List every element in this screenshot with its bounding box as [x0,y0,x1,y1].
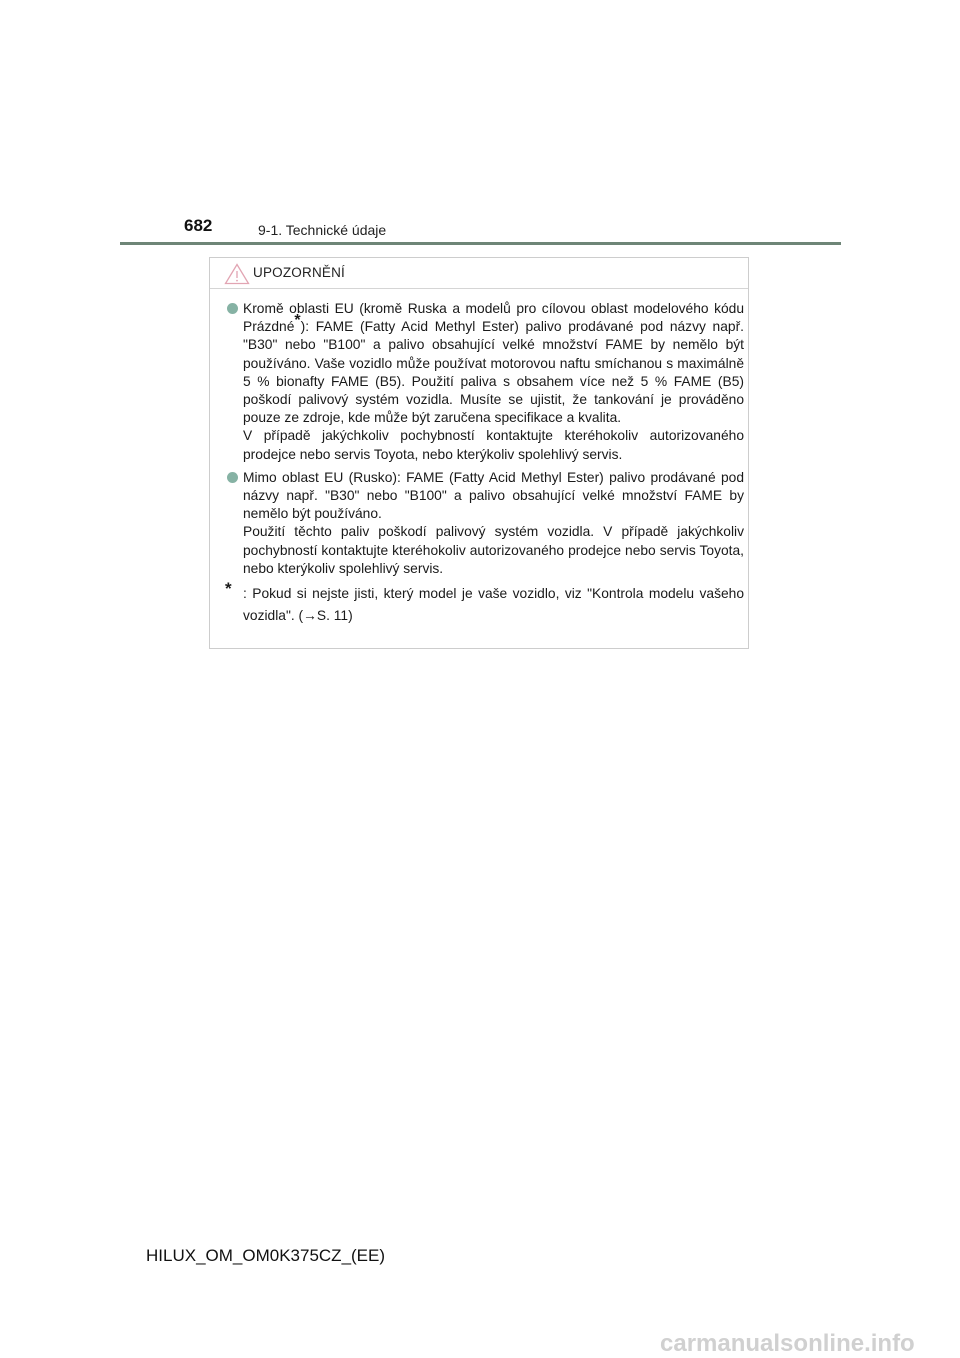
bullet-paragraph: Kromě oblasti EU (kromě Ruska a modelů pro cílovou oblast modelového kódu Prázdné*): FAME (Fatty Acid Methyl Ester) palivo prodávané pod názvy např. "B30" nebo "B100" a palivo obsahující velké množství FAME by nemělo být používáno. Vaše vozidlo může používat motorovou naftu smíchanou s maximálně 5 % bionafty FAME (B5). Použití paliva s obsahem více než 5 % FAME (B5) poškodí palivový systém vozidla. Musíte se ujistit, že tankování je prováděno pouze ze zdroje, kde může být zaručena specifikace a kvalita. [243,301,744,426]
document-code: HILUX_OM_OM0K375CZ_(EE) [146,1246,386,1265]
bullet-dot-icon [227,303,238,314]
footnote [225,579,744,627]
bullet-paragraph: V případě jakýchkoliv pochybností kontaktujte kteréhokoliv autorizovaného prodejce nebo servis Toyota, nebo kterýkoliv spolehlivý servis. [243,428,744,462]
footnote-mark: * [225,579,232,599]
warning-header [210,258,748,289]
bullet-item [225,469,744,578]
bullet-dot-icon [227,472,238,483]
site-watermark: carmanualsonline.info [660,1330,915,1357]
footnote-text: : Pokud si nejste jisti, který model je vaše vozidlo, viz "Kontrola modelu vašeho vozidla". (→S. 11) [243,586,744,624]
warning-triangle-icon [224,263,250,285]
footnote-star: * [294,312,301,330]
bullet-paragraph: Použití těchto paliv poškodí palivový systém vozidla. V případě jakýchkoliv pochybností kontaktujte kteréhokoliv autorizovaného prodejce nebo servis Toyota, nebo kterýkoliv spolehlivý servis. [243,524,744,576]
bullet-item [225,300,744,464]
section-title: 9-1. Technické údaje [258,222,387,238]
bullet-paragraph: Mimo oblast EU (Rusko): FAME (Fatty Acid Methyl Ester) palivo prodávané pod názvy např. "B30" nebo "B100" a palivo obsahující velké množství FAME by nemělo být používáno. [243,469,744,522]
header-rule [120,242,841,245]
warning-box [209,257,749,649]
warning-title: UPOZORNĚNÍ [253,265,346,280]
warning-body [225,300,744,627]
page-number: 682 [184,216,213,235]
